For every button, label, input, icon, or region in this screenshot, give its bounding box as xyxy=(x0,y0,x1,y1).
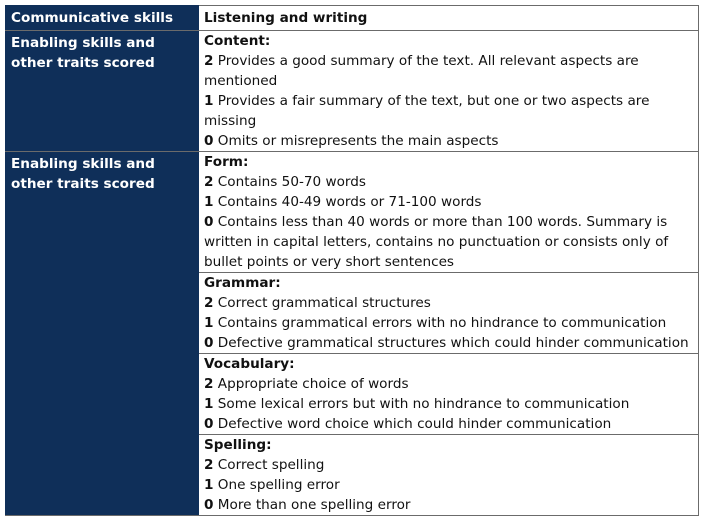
score-description: Contains 40-49 words or 71-100 words xyxy=(217,194,482,210)
scoring-table-body xyxy=(6,6,699,516)
score-value: 2 xyxy=(204,174,214,190)
score-description: Provides a good summary of the text. All relevant aspects are mentioned xyxy=(204,53,639,89)
score-line xyxy=(204,192,694,212)
score-value: 1 xyxy=(204,93,214,109)
criteria-title: Content: xyxy=(204,33,271,49)
score-value: 1 xyxy=(204,315,214,331)
criteria-cell xyxy=(199,435,699,516)
score-line xyxy=(204,91,694,131)
score-value: 1 xyxy=(204,194,214,210)
criteria-row xyxy=(6,31,699,152)
score-description: Correct grammatical structures xyxy=(217,295,431,311)
criteria-title: Vocabulary: xyxy=(204,356,295,372)
score-description: Contains less than 40 words or more than 100 words. Summary is written in capital letters, contains no punctuation or consists only of bullet points or very short sentences xyxy=(204,214,669,270)
score-line xyxy=(204,293,694,313)
score-value: 2 xyxy=(204,457,214,473)
score-description: More than one spelling error xyxy=(217,497,411,513)
score-value: 1 xyxy=(204,396,214,412)
header-row xyxy=(6,6,699,31)
score-line xyxy=(204,475,694,495)
criteria-title: Grammar: xyxy=(204,275,281,291)
score-line xyxy=(204,455,694,475)
criteria-title: Form: xyxy=(204,154,249,170)
score-description: Correct spelling xyxy=(217,457,325,473)
scoring-table xyxy=(5,5,699,516)
criteria-cell xyxy=(199,152,699,273)
score-description: Defective word choice which could hinder communication xyxy=(217,416,612,432)
score-line xyxy=(204,172,694,192)
score-line xyxy=(204,374,694,394)
score-value: 0 xyxy=(204,335,214,351)
score-description: Some lexical errors but with no hindrance to communication xyxy=(217,396,630,412)
score-description: Provides a fair summary of the text, but one or two aspects are missing xyxy=(204,93,650,129)
score-description: Contains grammatical errors with no hindrance to communication xyxy=(217,315,667,331)
criteria-row xyxy=(6,152,699,273)
score-description: Contains 50-70 words xyxy=(217,174,366,190)
score-line xyxy=(204,414,694,434)
header-label: Communicative skills xyxy=(6,6,199,31)
score-line xyxy=(204,212,694,272)
score-line xyxy=(204,131,694,151)
score-value: 1 xyxy=(204,477,214,493)
header-value: Listening and writing xyxy=(199,6,699,31)
score-line xyxy=(204,313,694,333)
score-description: Omits or misrepresents the main aspects xyxy=(217,133,499,149)
score-line xyxy=(204,394,694,414)
score-description: Defective grammatical structures which could hinder communication xyxy=(217,335,689,351)
score-value: 2 xyxy=(204,295,214,311)
score-value: 2 xyxy=(204,53,214,69)
score-line xyxy=(204,333,694,353)
score-value: 0 xyxy=(204,497,214,513)
score-description: Appropriate choice of words xyxy=(217,376,409,392)
criteria-title: Spelling: xyxy=(204,437,272,453)
score-line xyxy=(204,495,694,515)
row-label: Enabling skills and other traits scored xyxy=(6,31,199,152)
score-value: 2 xyxy=(204,376,214,392)
score-value: 0 xyxy=(204,416,214,432)
score-value: 0 xyxy=(204,214,214,230)
criteria-cell xyxy=(199,31,699,152)
row-label: Enabling skills and other traits scored xyxy=(6,152,199,516)
score-line xyxy=(204,51,694,91)
criteria-cell xyxy=(199,354,699,435)
score-description: One spelling error xyxy=(217,477,340,493)
criteria-cell xyxy=(199,273,699,354)
score-value: 0 xyxy=(204,133,214,149)
